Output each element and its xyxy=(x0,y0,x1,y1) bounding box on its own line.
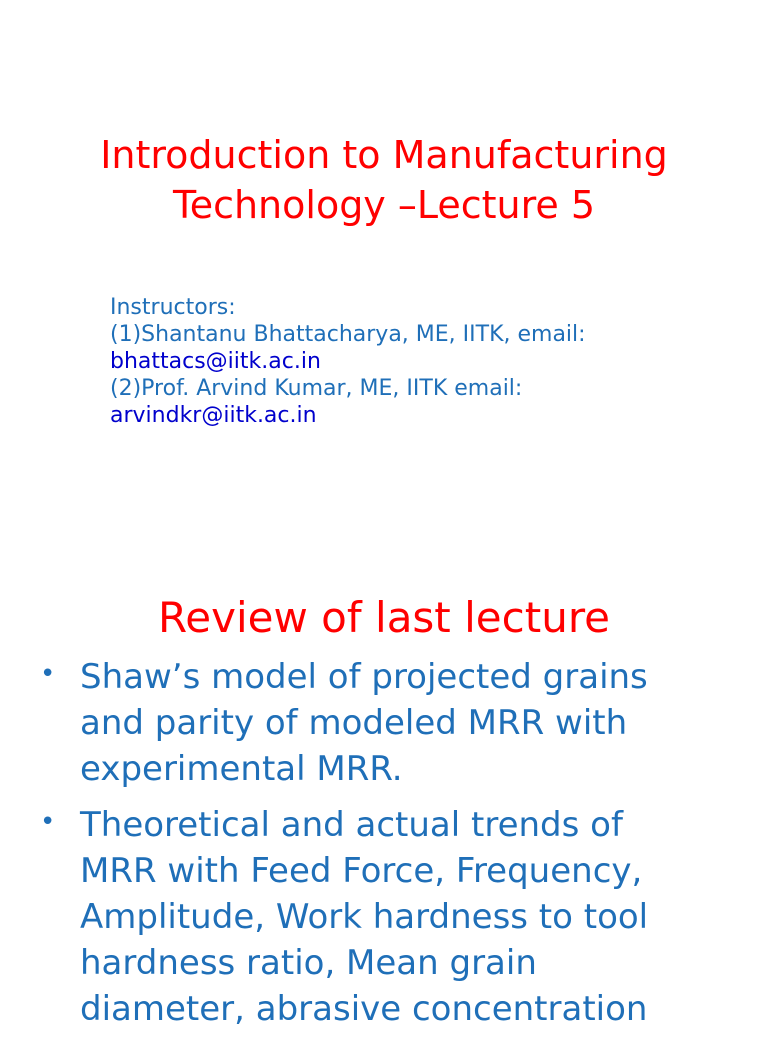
bullet-1-line-3: experimental MRR. xyxy=(80,749,403,789)
instructor-1: (1)Shantanu Bhattacharya, ME, IITK, email: xyxy=(110,322,586,347)
bullet-2-line-2: MRR with Feed Force, Frequency, xyxy=(80,851,643,891)
bullet-dot-icon: • xyxy=(40,807,56,837)
title-line-1: Introduction to Manufacturing xyxy=(100,133,668,177)
instructors-label: Instructors: xyxy=(110,295,236,320)
bullet-2-line-1: Theoretical and actual trends of xyxy=(80,805,623,845)
slide-review xyxy=(0,576,768,1029)
bullet-dot-icon: • xyxy=(40,659,56,689)
bullet-2-line-3: Amplitude, Work hardness to tool xyxy=(80,897,649,937)
bullet-2-line-4: hardness ratio, Mean grain xyxy=(80,943,537,983)
review-bullet-item xyxy=(0,802,768,1032)
review-bullet-list xyxy=(0,654,768,1042)
instructors-block xyxy=(110,294,730,429)
bullet-1-line-1: Shaw’s model of projected grains xyxy=(80,657,648,697)
bullet-2-line-5: diameter, abrasive concentration xyxy=(80,989,648,1029)
review-bullet-item xyxy=(0,654,768,792)
bullet-1-line-2: and parity of modeled MRR with xyxy=(80,703,628,743)
instructor-2: (2)Prof. Arvind Kumar, ME, IITK email: xyxy=(110,376,523,401)
instructor-1-email-link[interactable]: bhattacs@iitk.ac.in xyxy=(110,349,321,374)
instructor-2-email-link[interactable]: arvindkr@iitk.ac.in xyxy=(110,403,317,428)
title-line-2: Technology –Lecture 5 xyxy=(172,183,596,227)
review-heading: Review of last lecture xyxy=(157,593,610,642)
slide-title-heading xyxy=(0,130,768,230)
